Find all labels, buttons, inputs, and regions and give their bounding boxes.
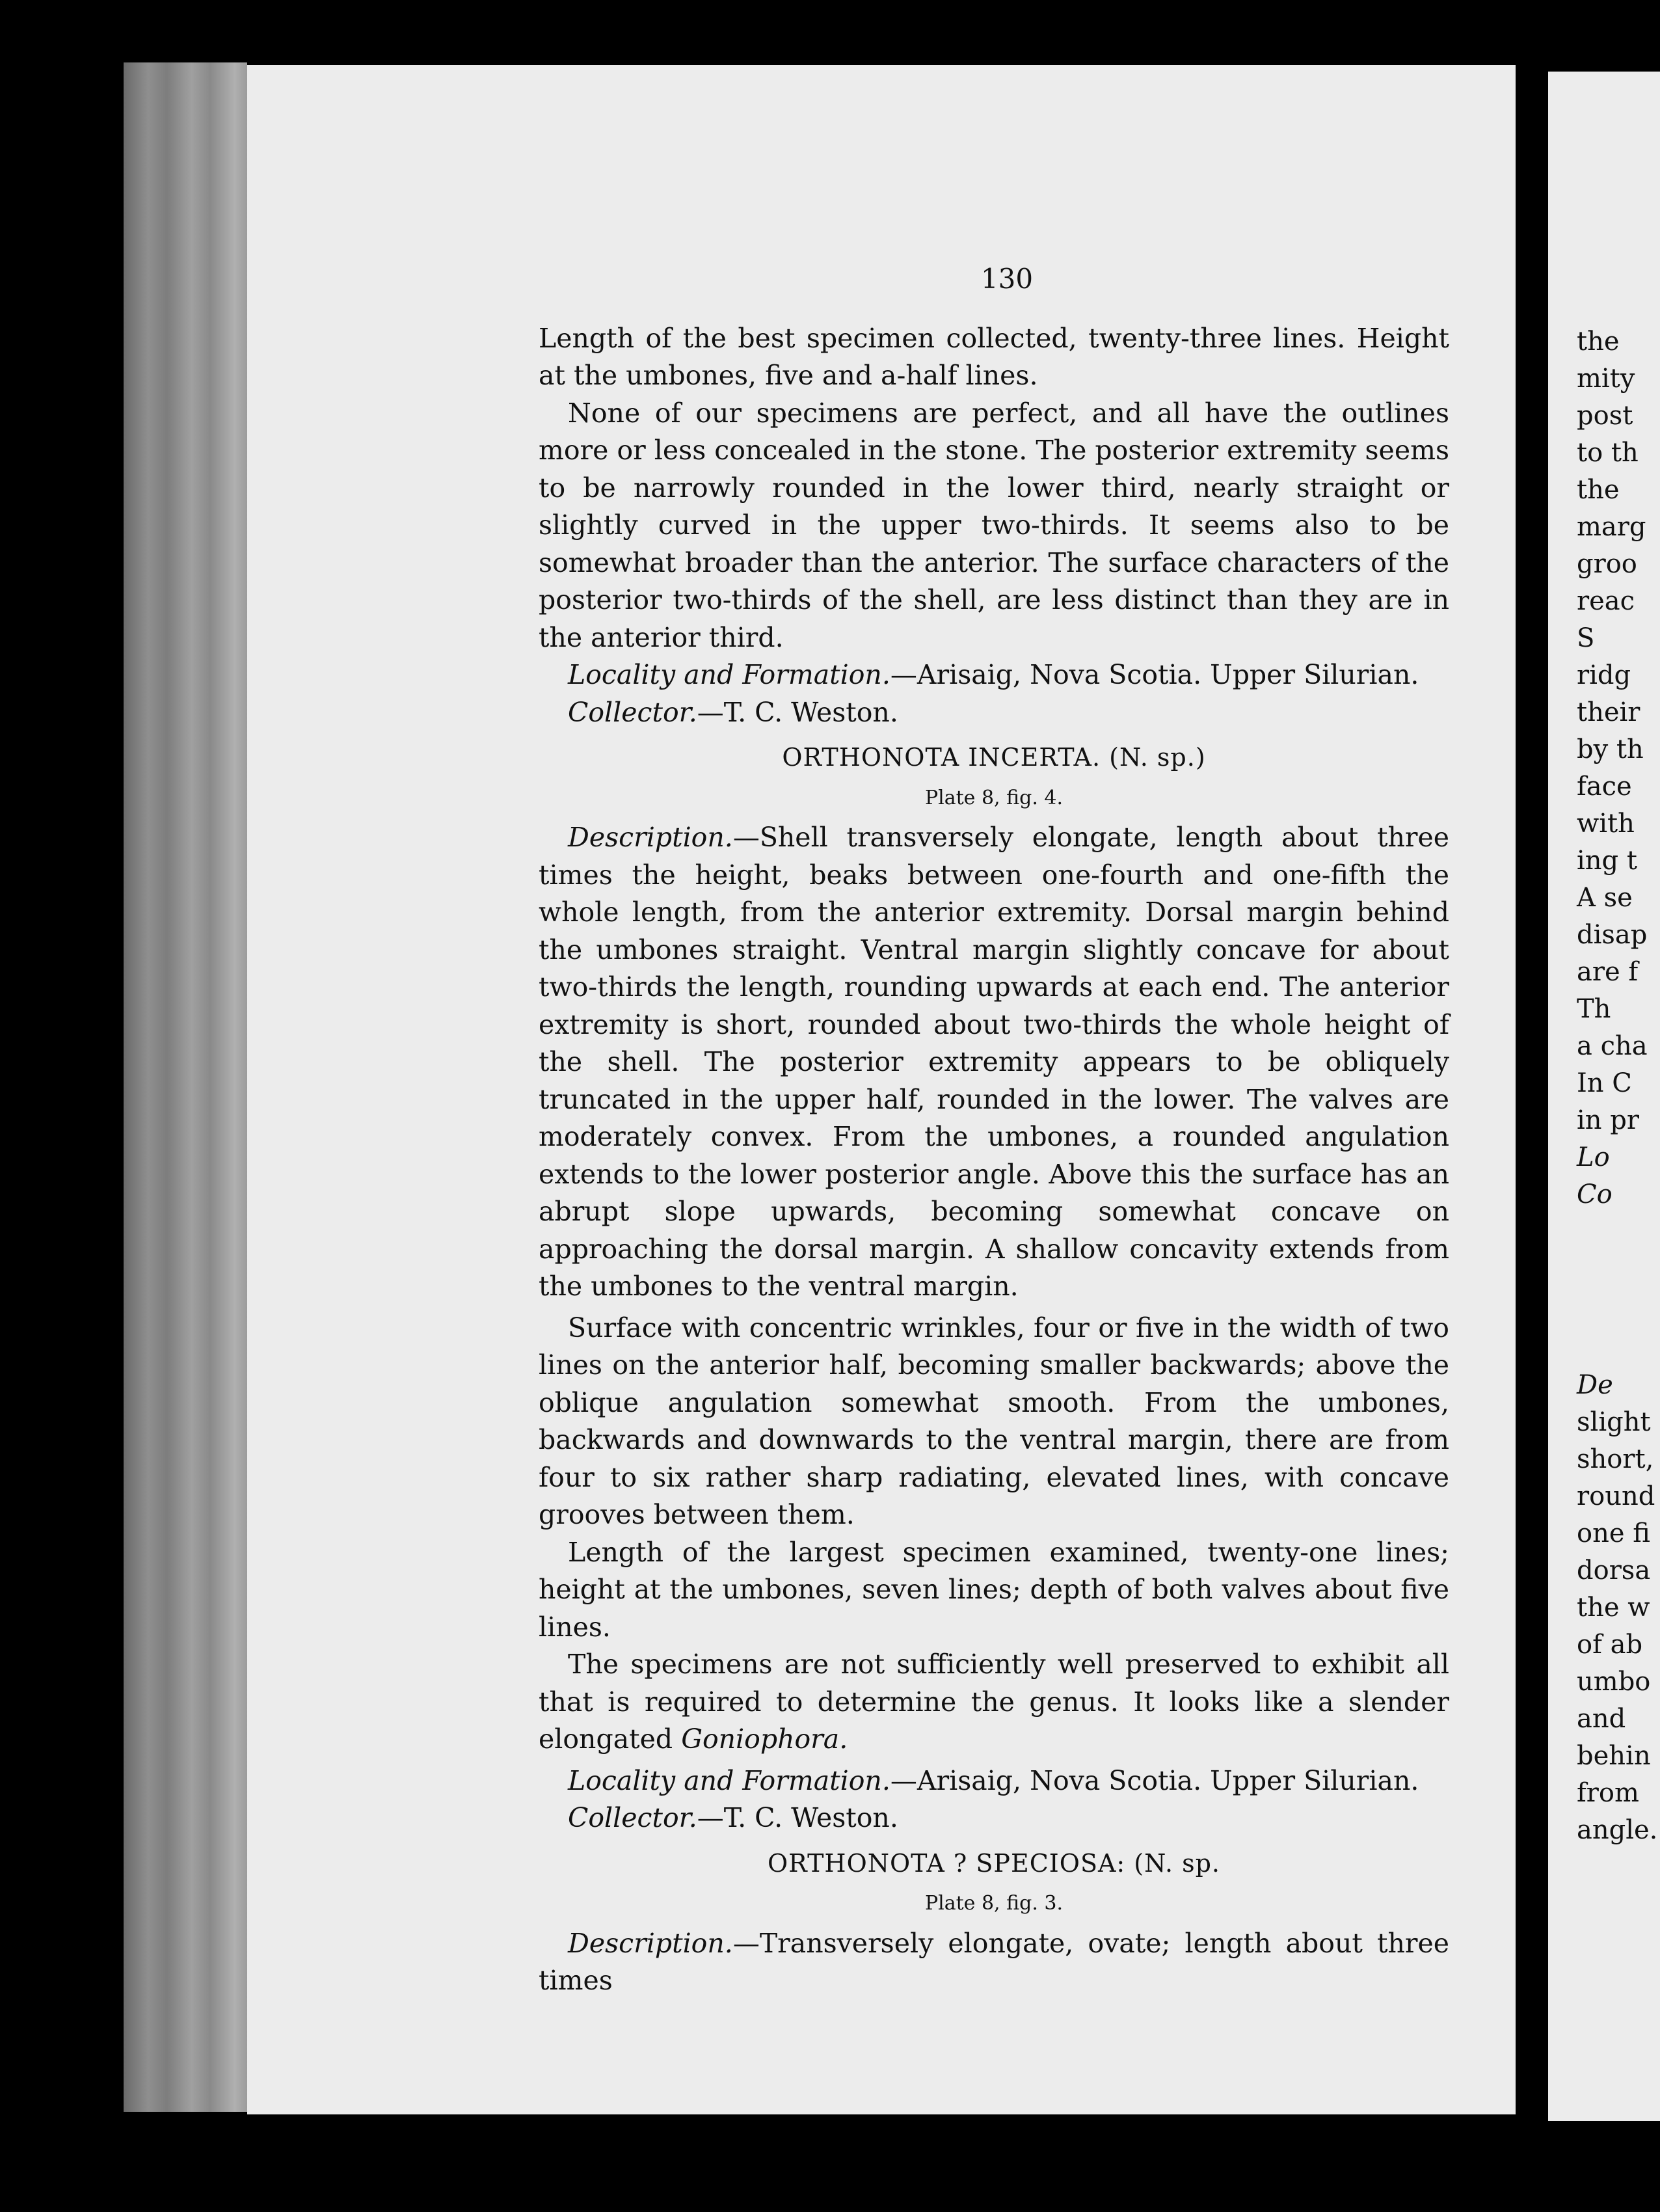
collector-text: —T. C. Weston. [697,696,898,728]
genus-name: Goniophora. [681,1723,848,1755]
right-page-line: the w [1577,1593,1650,1623]
locality-text: —Arisaig, Nova Scotia. Upper Silurian. [890,659,1419,690]
paragraph: None of our specimens are perfect, and all have the outlines more or less concealed in the stone. The posterior extremity seems to be narrowly rounded in the lower third, nearly straight or slightly curved in the upper two-thirds. It seems also to be somewhat broader than the anterior. The surface characters of the posterior two-thirds of the shell, are less distinct than they are in the anterior third. [539,397,1449,653]
plate-reference: Plate 8, fig. 4. [924,786,1064,809]
paragraph: Length of the largest specimen examined, twenty-one lines; height at the umbones, seven lines; depth of both valves about five lines. [539,1536,1449,1643]
page-text-column [539,260,1449,2000]
right-page-line: by th [1577,735,1644,764]
right-page-line: are f [1577,957,1639,987]
page-stack-edge [124,62,247,2112]
right-page-line: Co [1577,1180,1613,1209]
genus-text: The specimens are not sufficiently well preserved to exhibit all that is required to determine the genus. It looks like a slender elongated [539,1649,1449,1755]
paragraph [539,1646,1449,1759]
right-page-line: dorsa [1577,1556,1651,1585]
right-page-line: the [1577,327,1620,357]
right-page-line: one fi [1577,1518,1650,1548]
species-heading: ORTHONOTA INCERTA. (N. sp.) [782,743,1206,772]
locality-label: Locality and Formation. [568,1764,890,1796]
right-page-line: marg [1577,512,1646,542]
right-page-line: S [1577,623,1595,653]
right-page-line: in pr [1577,1105,1639,1135]
plate-reference: Plate 8, fig. 3. [924,1892,1064,1915]
book-gutter [1516,0,1548,2212]
description-label: Description. [568,1927,733,1959]
right-page-line: short, [1577,1444,1654,1474]
right-page-line: angle. [1577,1815,1658,1845]
right-page-line: ing t [1577,846,1637,876]
page-number: 130 [980,263,1034,295]
description [539,819,1449,1306]
description-text: —Shell transversely elongate, length about three times the height, beaks between one-fourth and one-fifth the whole length, from the anterior extremity. Dorsal margin behind the umbones straight. Ventral margin slightly concave for about two-thirds the length, rounding upwards at each end. The anterior extremity is short, rounded about two-thirds the whole height of the shell. The posterior extremity appears to be obliquely truncated in the upper half, rounded in the lower. The valves are moderately convex. From the umbones, a rounded angulation extends to the lower posterior angle. Above this the surface has an abrupt slope upwards, becoming somewhat concave on approaching the dorsal margin. A shallow concavity extends from the umbones to the ventral margin. [539,822,1449,1302]
locality-text: —Arisaig, Nova Scotia. Upper Silurian. [890,1764,1419,1796]
right-page-line: round [1577,1481,1655,1511]
right-page-line: ridg [1577,660,1631,690]
right-page-line: with [1577,809,1635,839]
collector [539,694,1449,732]
right-page-line: De [1577,1370,1613,1400]
collector-text: —T. C. Weston. [697,1802,898,1833]
right-page-line: face [1577,772,1632,802]
right-page-line: post [1577,401,1633,431]
locality-label: Locality and Formation. [568,659,890,690]
right-page-line: behin [1577,1741,1651,1771]
right-page-line: their [1577,697,1640,727]
right-page-line: mity [1577,364,1635,394]
right-page-line: to th [1577,438,1639,468]
locality-formation [539,656,1449,694]
paragraph: Surface with concentric wrinkles, four or five in the width of two lines on the anterior half, becoming smaller backwards; above the oblique angulation somewhat smooth. From the umbones, backwards and downwards to the ventral margin, there are from four to six rather sharp radiating, elevated lines, with concave grooves between them. [539,1312,1449,1530]
description [539,1925,1449,2000]
right-page-fragment [1548,72,1660,2121]
right-page-line: Lo [1577,1142,1610,1172]
right-page-line: from [1577,1778,1639,1808]
right-page-line: Th [1577,994,1611,1024]
right-page-line: umbo [1577,1667,1651,1697]
description-text: —Transversely elongate, ovate; length about three times [539,1927,1449,1996]
right-page-line: slight [1577,1407,1651,1437]
right-page-line: of ab [1577,1630,1643,1660]
collector-label: Collector. [568,1802,697,1833]
right-page-line: groo [1577,549,1637,579]
right-page-line: disap [1577,920,1648,950]
paragraph: Length of the best specimen collected, twenty-three lines. Height at the umbones, five and a-half lines. [539,322,1449,391]
right-page-line: a cha [1577,1031,1648,1061]
species-heading: ORTHONOTA ? SPECIOSA: (N. sp. [767,1848,1221,1878]
right-page-line: In C [1577,1068,1632,1098]
description-label: Description. [568,822,733,853]
locality-formation [539,1762,1449,1800]
right-page-line: A se [1577,883,1633,913]
collector [539,1800,1449,1837]
right-page-line: reac [1577,586,1635,616]
right-page-line: and [1577,1704,1626,1734]
collector-label: Collector. [568,696,697,728]
right-page-line: the [1577,475,1620,505]
